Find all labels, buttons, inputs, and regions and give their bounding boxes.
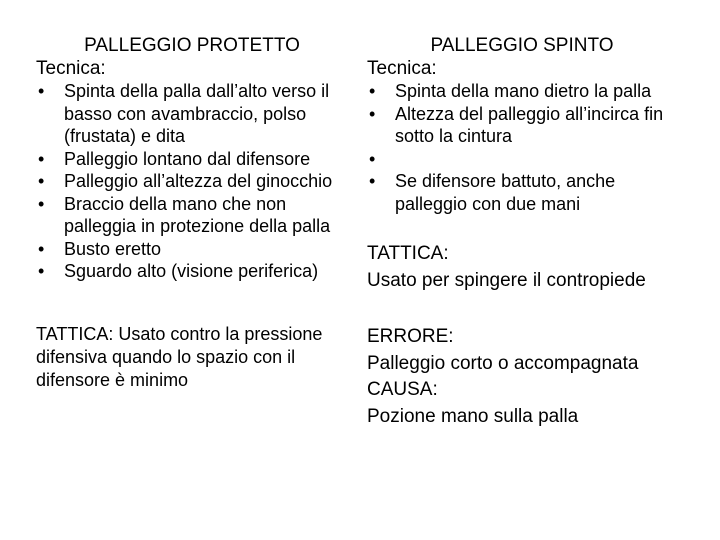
errore-text: Palleggio corto o accompagnata [367,352,639,374]
bullet-icon: • [38,81,45,101]
list-item [36,170,349,193]
tattica-block [367,241,687,294]
bullet-icon: • [38,193,45,214]
errore-block [367,324,687,430]
causa-label: CAUSA: [367,379,438,400]
right-tecnica-label: Tecnica: [367,58,437,79]
left-bullet-list [36,80,356,283]
list-item-text: Palleggio all’altezza del ginocchio [64,171,333,191]
list-item-text: Sguardo alto (visione periferica) [64,261,319,281]
list-item [36,148,349,171]
causa-text: Pozione mano sulla palla [367,405,579,427]
list-item [36,238,349,261]
list-item [367,148,677,171]
right-bullet-list [367,80,687,215]
left-column-title: PALLEGGIO PROTETTO [84,35,300,56]
right-column-title: PALLEGGIO SPINTO [430,35,614,56]
left-tecnica-label: Tecnica: [36,58,106,79]
list-item [36,193,349,238]
list-item-text: Spinta della palla dall’alto verso il basso con avambraccio, polso (frustata) e dita [64,81,330,146]
list-item-text: Se difensore battuto, anche palleggio con due mani [395,171,616,214]
list-item-text: Altezza del palleggio all’incirca fin sotto la cintura [395,103,664,146]
errore-label: ERRORE: [367,326,454,347]
bullet-icon: • [369,171,376,191]
list-item [367,170,677,215]
list-item-text: Spinta della mano dietro la palla [395,81,652,101]
list-item-text: Braccio della mano che non palleggia in protezione della palla [64,193,331,236]
bullet-icon: • [38,261,45,281]
bullet-icon: • [38,148,45,169]
bullet-icon: • [369,148,376,169]
tattica-text: Usato per spingere il contropiede [367,269,646,291]
tattica-label: TATTICA: [367,243,449,264]
bullet-icon: • [38,238,45,259]
bullet-icon: • [38,171,45,191]
right-column [367,34,687,430]
left-column [36,34,356,392]
list-item [36,80,349,148]
list-item [367,80,677,103]
list-item-text: Busto eretto [64,238,162,259]
bullet-icon: • [369,81,376,101]
list-item [367,103,677,148]
left-tattica-text: TATTICA: Usato contro la pressione difensiva quando lo spazio con il difensore è minimo [36,323,323,390]
bullet-icon: • [369,103,376,124]
list-item-text: Palleggio lontano dal difensore [64,148,311,169]
list-item [36,260,349,283]
